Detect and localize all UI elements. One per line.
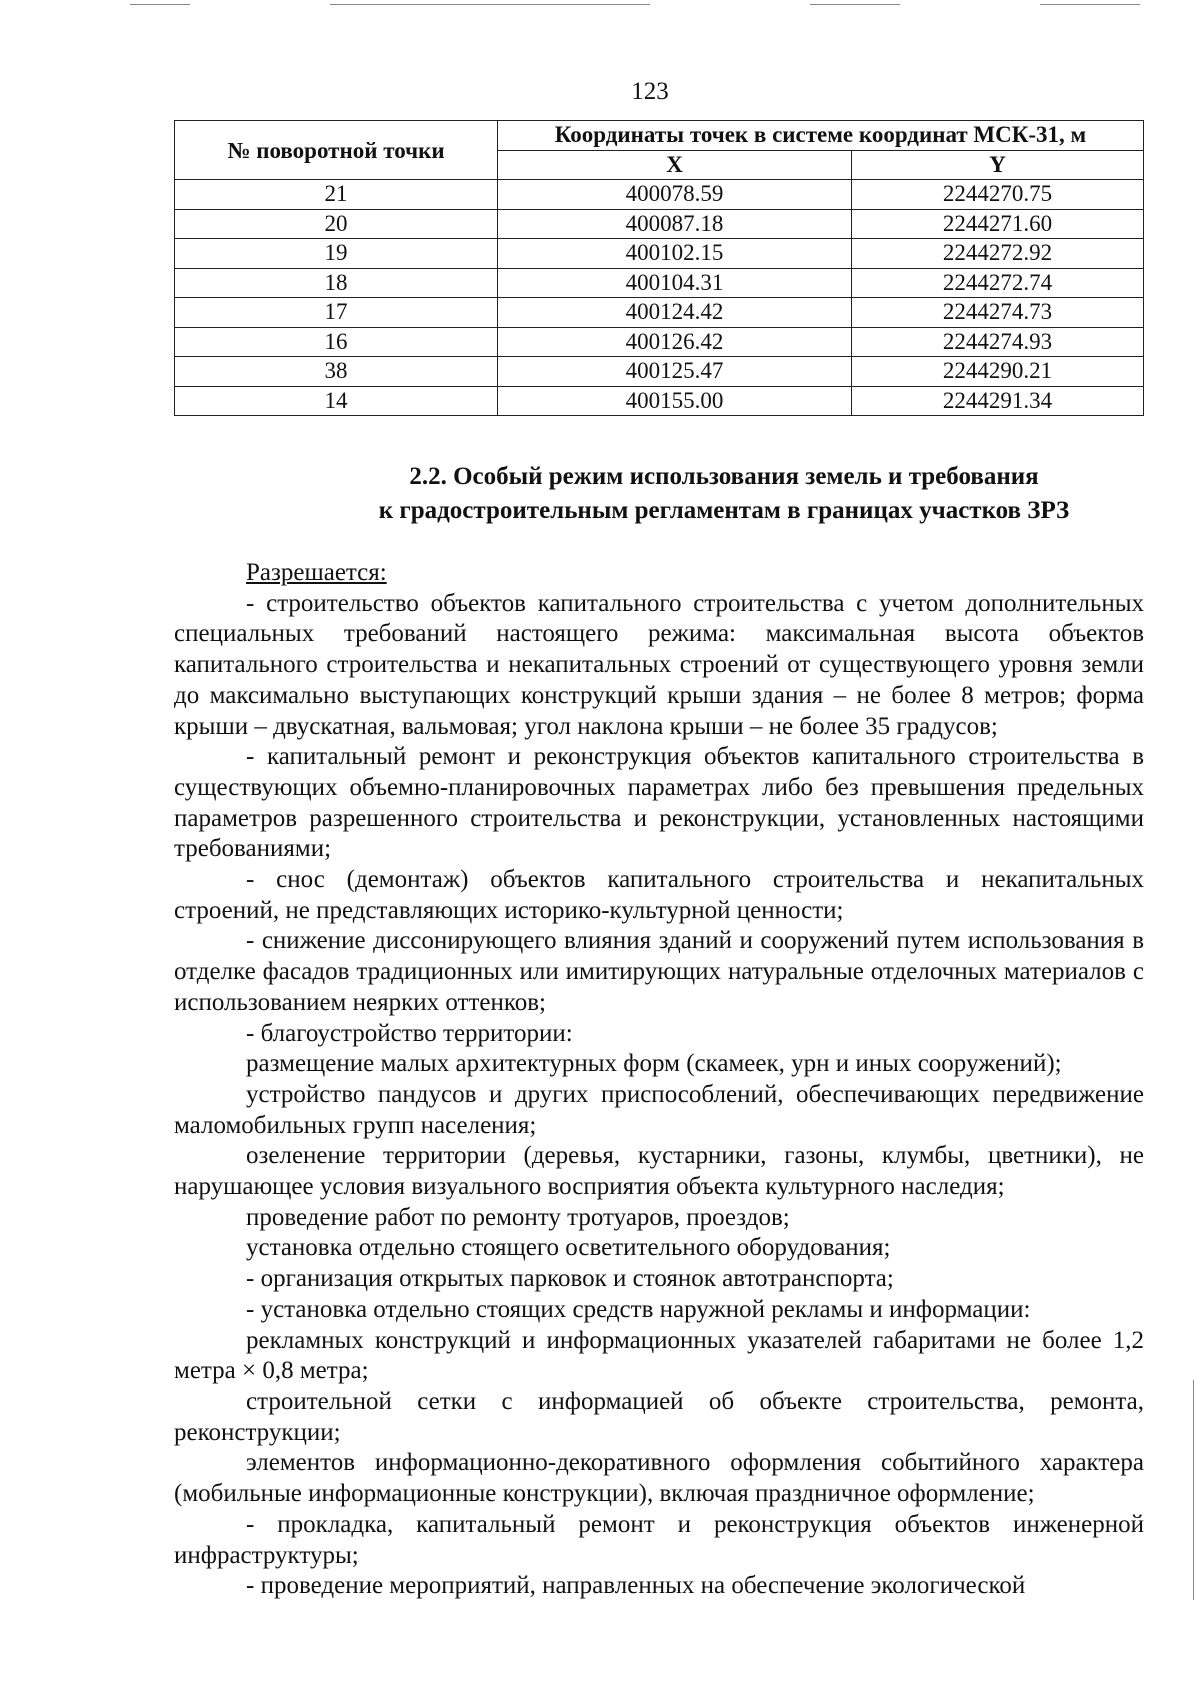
- point-number-cell: 19: [175, 239, 498, 269]
- y-cell: 2244291.34: [852, 386, 1144, 416]
- table-header-row: [175, 121, 1144, 151]
- scan-edge-line: [810, 4, 900, 5]
- y-cell: 2244270.75: [852, 180, 1144, 210]
- x-cell: 400078.59: [498, 180, 852, 210]
- x-cell: 400125.47: [498, 357, 852, 387]
- paragraph: устройство пандусов и других приспособлений, обеспечивающих передвижение маломобильных групп населения;: [174, 1080, 1144, 1139]
- point-number-cell: 20: [175, 209, 498, 239]
- paragraph: размещение малых архитектурных форм (скамеек, урн и иных сооружений);: [246, 1050, 1062, 1078]
- paragraph: - строительство объектов капитального строительства с учетом дополнительных специальных требований настоящего режима: максимальная высота объектов капитального строительства и некапитальных строений от существующего уровня земли до максимально выступающих конструкций крыши здания – не более 8 метров; форма крыши – двускатная, вальмовая; угол наклона крыши – не более 35 градусов;: [174, 589, 1144, 740]
- paragraph: строительной сетки с информацией об объекте строительства, ремонта, реконструкции;: [174, 1387, 1144, 1446]
- table-row: [175, 386, 1144, 416]
- y-cell: 2244290.21: [852, 357, 1144, 387]
- y-cell: 2244272.92: [852, 239, 1144, 269]
- y-cell: 2244274.93: [852, 327, 1144, 357]
- coords-group-header: Координаты точек в системе координат МСК-31, м: [498, 121, 1144, 151]
- paragraph: проведение работ по ремонту тротуаров, проездов;: [246, 1203, 790, 1231]
- table-row: [175, 239, 1144, 269]
- x-cell: 400102.15: [498, 239, 852, 269]
- section-body: [174, 558, 1144, 1602]
- x-cell: 400126.42: [498, 327, 852, 357]
- point-number-cell: 14: [175, 386, 498, 416]
- table-row: [175, 357, 1144, 387]
- paragraph: озеленение территории (деревья, кустарники, газоны, клумбы, цветники), не нарушающее условия визуального восприятия объекта культурного наследия;: [174, 1142, 1144, 1201]
- paragraph: - установка отдельно стоящих средств наружной рекламы и информации:: [246, 1295, 1031, 1323]
- x-header: X: [498, 150, 852, 180]
- x-cell: 400124.42: [498, 298, 852, 328]
- point-number-cell: 18: [175, 268, 498, 298]
- section-heading-line-1: 2.2. Особый режим использования земель и требования: [409, 463, 1039, 490]
- point-number-cell: 38: [175, 357, 498, 387]
- section-heading-line-2: к градостроительным регламентам в границах участков ЗРЗ: [378, 497, 1070, 524]
- section-heading: [174, 460, 1200, 528]
- paragraph: рекламных конструкций и информационных указателей габаритами не более 1,2 метра × 0,8 метра;: [174, 1326, 1144, 1385]
- y-cell: 2244272.74: [852, 268, 1144, 298]
- paragraph: - прокладка, капитальный ремонт и реконструкция объектов инженерной инфраструктуры;: [174, 1510, 1144, 1569]
- x-cell: 400155.00: [498, 386, 852, 416]
- paragraph: - снос (демонтаж) объектов капитального строительства и некапитальных строений, не представляющих историко-культурной ценности;: [174, 866, 1144, 924]
- y-cell: 2244274.73: [852, 298, 1144, 328]
- scan-edge-line: [1193, 1380, 1194, 1600]
- table-row: [175, 298, 1144, 328]
- allowed-label: [174, 558, 1144, 589]
- y-cell: 2244271.60: [852, 209, 1144, 239]
- allowed-label-text: Разрешается:: [246, 559, 387, 586]
- coordinates-table: [174, 120, 1144, 416]
- paragraph: - организация открытых парковок и стоянок автотранспорта;: [246, 1265, 894, 1293]
- paragraph: установка отдельно стоящего осветительного оборудования;: [246, 1234, 891, 1262]
- page-number: 123: [631, 78, 669, 105]
- point-number-cell: 16: [175, 327, 498, 357]
- scan-edge-line: [130, 4, 190, 5]
- table-row: [175, 180, 1144, 210]
- scan-edge-line: [330, 4, 650, 5]
- paragraph: - капитальный ремонт и реконструкция объектов капитального строительства в существующих объемно-планировочных параметрах либо без превышения предельных параметров разрешенного строительства и реконструкции, установленных настоящими требованиями;: [174, 743, 1144, 863]
- point-number-cell: 17: [175, 298, 498, 328]
- x-cell: 400104.31: [498, 268, 852, 298]
- table-row: [175, 209, 1144, 239]
- point-number-header: № поворотной точки: [175, 121, 498, 180]
- table-row: [175, 327, 1144, 357]
- table-row: [175, 268, 1144, 298]
- x-cell: 400087.18: [498, 209, 852, 239]
- point-number-cell: 21: [175, 180, 498, 210]
- paragraph: - благоустройство территории:: [246, 1019, 573, 1047]
- scan-edge-line: [1040, 4, 1140, 5]
- paragraph: элементов информационно-декоративного оформления событийного характера (мобильные информационные конструкции), включая праздничное оформление;: [174, 1449, 1144, 1508]
- y-header: Y: [852, 150, 1144, 180]
- paragraph: - проведение мероприятий, направленных на обеспечение экологической: [246, 1572, 1026, 1600]
- paragraph: - снижение диссонирующего влияния зданий и сооружений путем использования в отделке фасадов традиционных или имитирующих натуральные отделочных материалов с использованием неярких оттенков;: [174, 927, 1144, 1016]
